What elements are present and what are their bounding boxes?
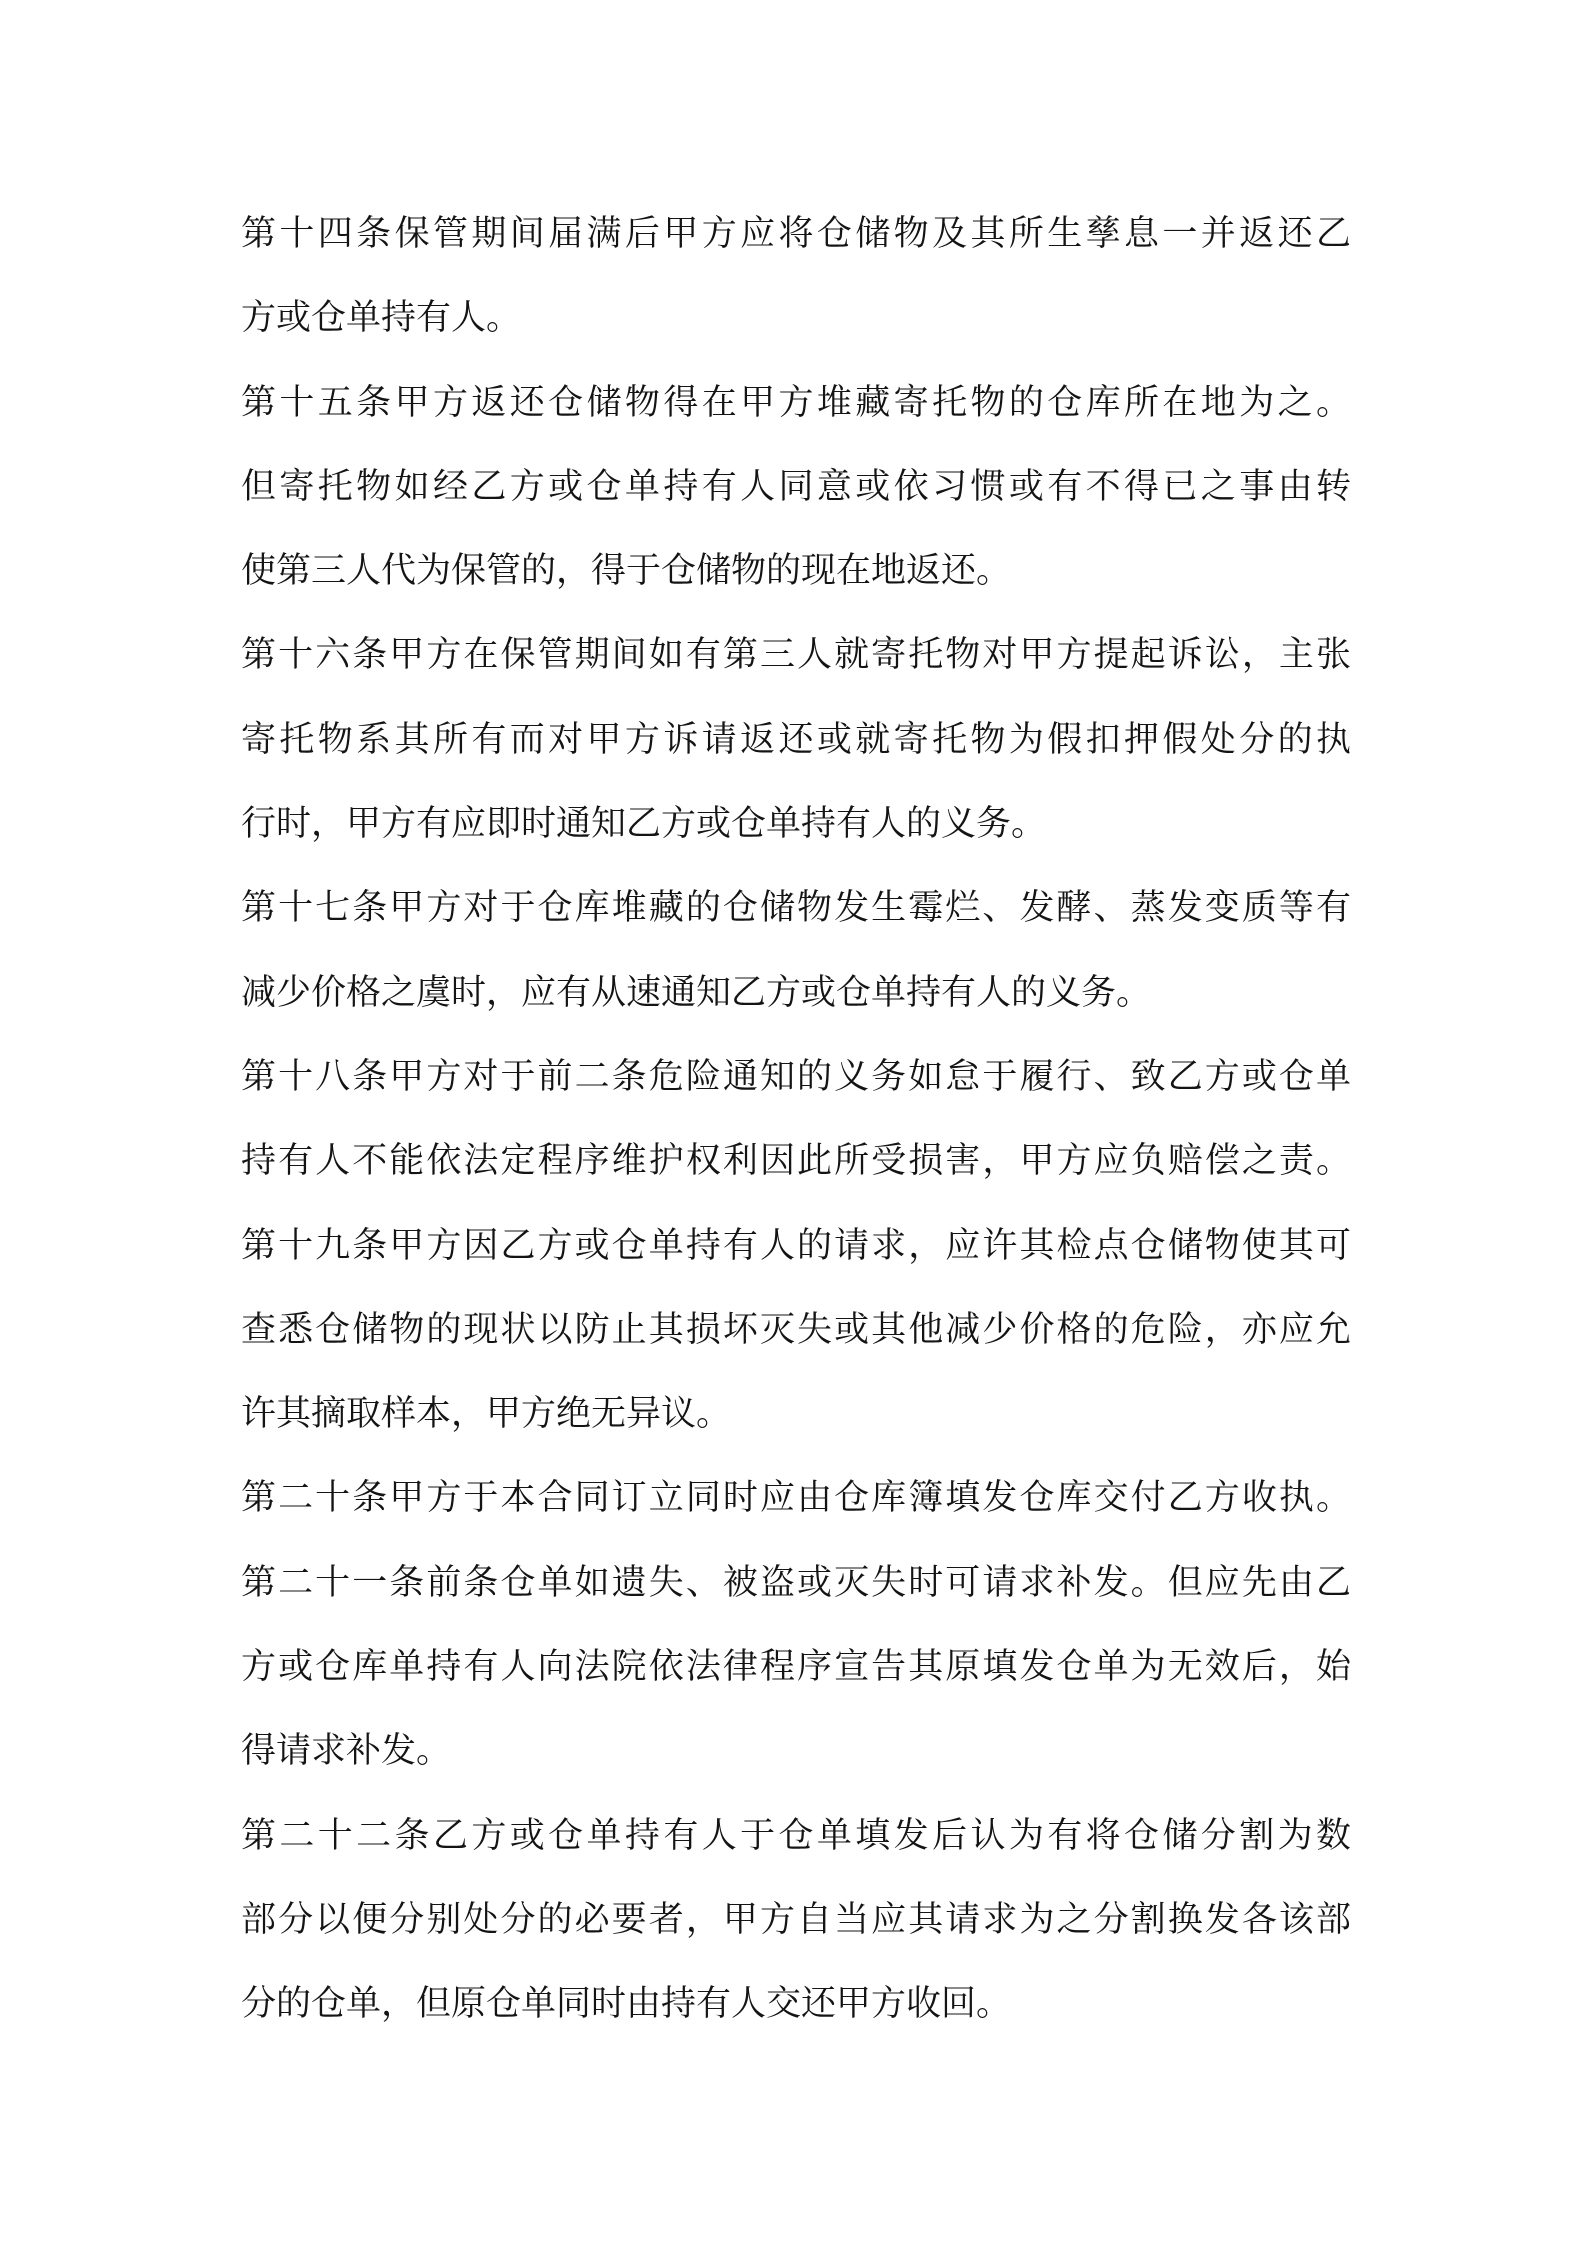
text-line: 第十八条甲方对于前二条危险通知的义务如怠于履行、致乙方或仓单 (241, 1056, 1351, 1097)
text-line: 第二十二条乙方或仓单持有人于仓单填发后认为有将仓储分割为数 (241, 1815, 1351, 1856)
text-line: 第十六条甲方在保管期间如有第三人就寄托物对甲方提起诉讼，主张 (241, 635, 1351, 676)
text-line: 方或仓单持有人。 (241, 298, 522, 339)
text-line: 方或仓库单持有人向法院依法律程序宣告其原填发仓单为无效后，始 (241, 1647, 1351, 1688)
text-line: 第二十条甲方于本合同订立同时应由仓库簿填发仓库交付乙方收执。 (241, 1478, 1351, 1519)
text-line: 使第三人代为保管的，得于仓储物的现在地返还。 (241, 551, 1012, 592)
text-line: 第十七条甲方对于仓库堆藏的仓储物发生霉烂、发酵、蒸发变质等有 (241, 888, 1351, 929)
text-line: 第十五条甲方返还仓储物得在甲方堆藏寄托物的仓库所在地为之。 (241, 382, 1351, 423)
text-line: 第十九条甲方因乙方或仓单持有人的请求，应许其检点仓储物使其可 (241, 1225, 1351, 1266)
text-line: 得请求补发。 (241, 1731, 452, 1772)
text-line: 减少价格之虞时，应有从速通知乙方或仓单持有人的义务。 (241, 972, 1152, 1013)
text-line: 但寄托物如经乙方或仓单持有人同意或依习惯或有不得已之事由转 (241, 466, 1351, 507)
text-line: 查悉仓储物的现状以防止其损坏灭失或其他减少价格的危险，亦应允 (241, 1309, 1351, 1350)
text-line: 部分以便分别处分的必要者，甲方自当应其请求为之分割换发各该部 (241, 1899, 1351, 1940)
text-line: 许其摘取样本，甲方绝无异议。 (241, 1394, 732, 1435)
document-body (241, 192, 1351, 2047)
text-line: 第十四条保管期间届满后甲方应将仓储物及其所生孳息一并返还乙 (241, 214, 1351, 254)
text-line: 寄托物系其所有而对甲方诉请返还或就寄托物为假扣押假处分的执 (241, 719, 1351, 760)
text-line: 行时，甲方有应即时通知乙方或仓单持有人的义务。 (241, 804, 1047, 845)
text-line: 持有人不能依法定程序维护权利因此所受损害，甲方应负赔偿之责。 (241, 1141, 1351, 1182)
text-line: 分的仓单，但原仓单同时由持有人交还甲方收回。 (241, 1984, 1012, 2025)
text-line: 第二十一条前条仓单如遗失、被盗或灭失时可请求补发。但应先由乙 (241, 1562, 1351, 1603)
